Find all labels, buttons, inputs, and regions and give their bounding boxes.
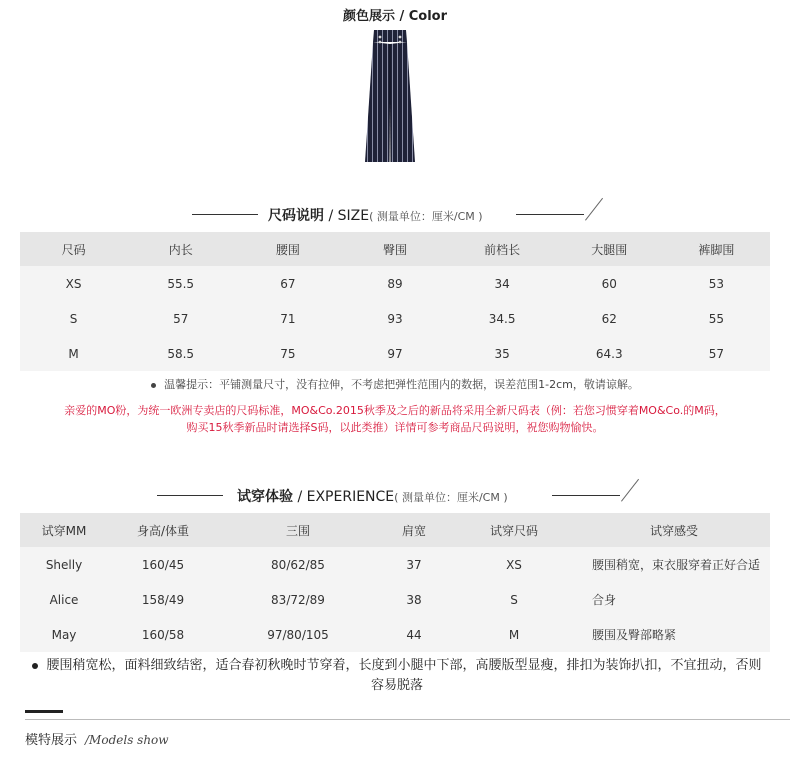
table-cell: 75 [234,336,341,371]
table-row [20,301,770,336]
experience-col-header: 肩宽 [378,513,450,547]
table-cell: 38 [378,582,450,617]
table-cell: 93 [341,301,448,336]
table-cell: 97/80/105 [218,617,378,652]
experience-heading-cn: 试穿体验 [237,489,293,505]
size-col-header: 内长 [127,232,234,266]
color-section-title: 颜色展示 / Color [342,9,448,24]
notice-line-2: 购买15秋季新品时请选择S码，以此类推）详情可参考商品尺码说明，祝您购物愉快。 [186,421,604,434]
size-col-header: 尺码 [20,232,127,266]
experience-unit: ( 测量单位：厘米/CM ) [394,491,508,504]
table-cell: 80/62/85 [218,547,378,582]
table-cell: 55.5 [127,266,234,301]
size-unit: ( 测量单位：厘米/CM ) [369,210,483,223]
table-cell: XS [450,547,578,582]
table-cell: 160/45 [108,547,218,582]
table-cell: 60 [556,266,663,301]
table-cell: 合身 [578,582,770,617]
table-cell: M [20,336,127,371]
table-row [20,617,770,652]
table-cell: 腰围稍宽，束衣服穿着正好合适 [578,547,770,582]
table-cell: 58.5 [127,336,234,371]
heading-slash [585,198,603,221]
size-col-header: 前档长 [449,232,556,266]
table-cell: Alice [20,582,108,617]
pants-illustration [360,28,420,166]
table-cell: 158/49 [108,582,218,617]
description-line-2: 容易脱落 [370,678,423,693]
size-col-header: 腰围 [234,232,341,266]
table-cell: 34 [449,266,556,301]
table-cell: 83/72/89 [218,582,378,617]
size-table-header [20,232,770,266]
heading-rule-right [516,214,584,215]
bullet-icon [151,383,156,388]
experience-col-header: 试穿尺码 [450,513,578,547]
table-cell: 97 [341,336,448,371]
table-cell: 腰围及臀部略紧 [578,617,770,652]
models-divider [25,719,790,720]
table-row [20,582,770,617]
experience-heading-en: EXPERIENCE [306,489,395,505]
table-cell: 35 [449,336,556,371]
size-note-text: 温馨提示：平铺测量尺寸，没有拉伸，不考虑把弹性范围内的数据，误差范围1-2cm，敬请谅解。 [164,378,639,391]
models-accent-bar [25,710,63,713]
size-heading-en: SIZE [337,208,370,224]
experience-heading-text [237,486,508,506]
models-title-cn: 模特展示 [25,733,78,748]
experience-col-header: 试穿感受 [578,513,770,547]
experience-col-header: 三围 [218,513,378,547]
table-cell: 160/58 [108,617,218,652]
table-row [20,266,770,301]
table-row [20,336,770,371]
size-heading-cn: 尺码说明 [268,208,324,224]
table-cell: 57 [663,336,770,371]
product-image [360,28,420,166]
table-cell: May [20,617,108,652]
table-cell: S [20,301,127,336]
size-col-header: 裤脚围 [663,232,770,266]
heading-rule-left [192,214,258,215]
models-section-title [25,729,169,748]
table-cell: 64.3 [556,336,663,371]
table-cell: 62 [556,301,663,336]
table-cell: 55 [663,301,770,336]
size-standard-notice [20,402,770,436]
size-heading-text [268,205,483,225]
table-cell: 67 [234,266,341,301]
heading-slash [621,479,639,502]
size-heading-sep: / [324,208,338,224]
table-cell: 53 [663,266,770,301]
size-heading [0,202,790,226]
product-description [4,656,790,696]
table-cell: Shelly [20,547,108,582]
table-cell: 44 [378,617,450,652]
experience-table-header [20,513,770,547]
size-col-header: 大腿围 [556,232,663,266]
models-title-en: /Models show [85,733,169,747]
table-cell: S [450,582,578,617]
table-cell: 37 [378,547,450,582]
table-cell: 57 [127,301,234,336]
table-cell: 71 [234,301,341,336]
table-cell: 89 [341,266,448,301]
size-note [0,376,790,392]
experience-col-header: 试穿MM [20,513,108,547]
notice-line-1: 亲爱的MO粉，为统一欧洲专卖店的尺码标准，MO&Co.2015秋季及之后的新品将采用全新尺码表（例：若您习惯穿着MO&Co.的M码， [64,404,726,417]
bullet-icon [32,663,38,669]
table-row [20,547,770,582]
description-line-1: 腰围稍宽松，面料细致结密，适合春初秋晚时节穿着，长度到小腿中下部，高腰版型显瘦，排扣为装饰扒扣，不宜扭动，否则 [46,658,762,673]
table-cell: 34.5 [449,301,556,336]
experience-table [20,513,770,652]
heading-rule-right [552,495,620,496]
table-cell: M [450,617,578,652]
size-col-header: 臀围 [341,232,448,266]
experience-heading-sep: / [293,489,307,505]
table-cell: XS [20,266,127,301]
heading-rule-left [157,495,223,496]
experience-heading [0,483,790,507]
experience-col-header: 身高/体重 [108,513,218,547]
size-table [20,232,770,371]
